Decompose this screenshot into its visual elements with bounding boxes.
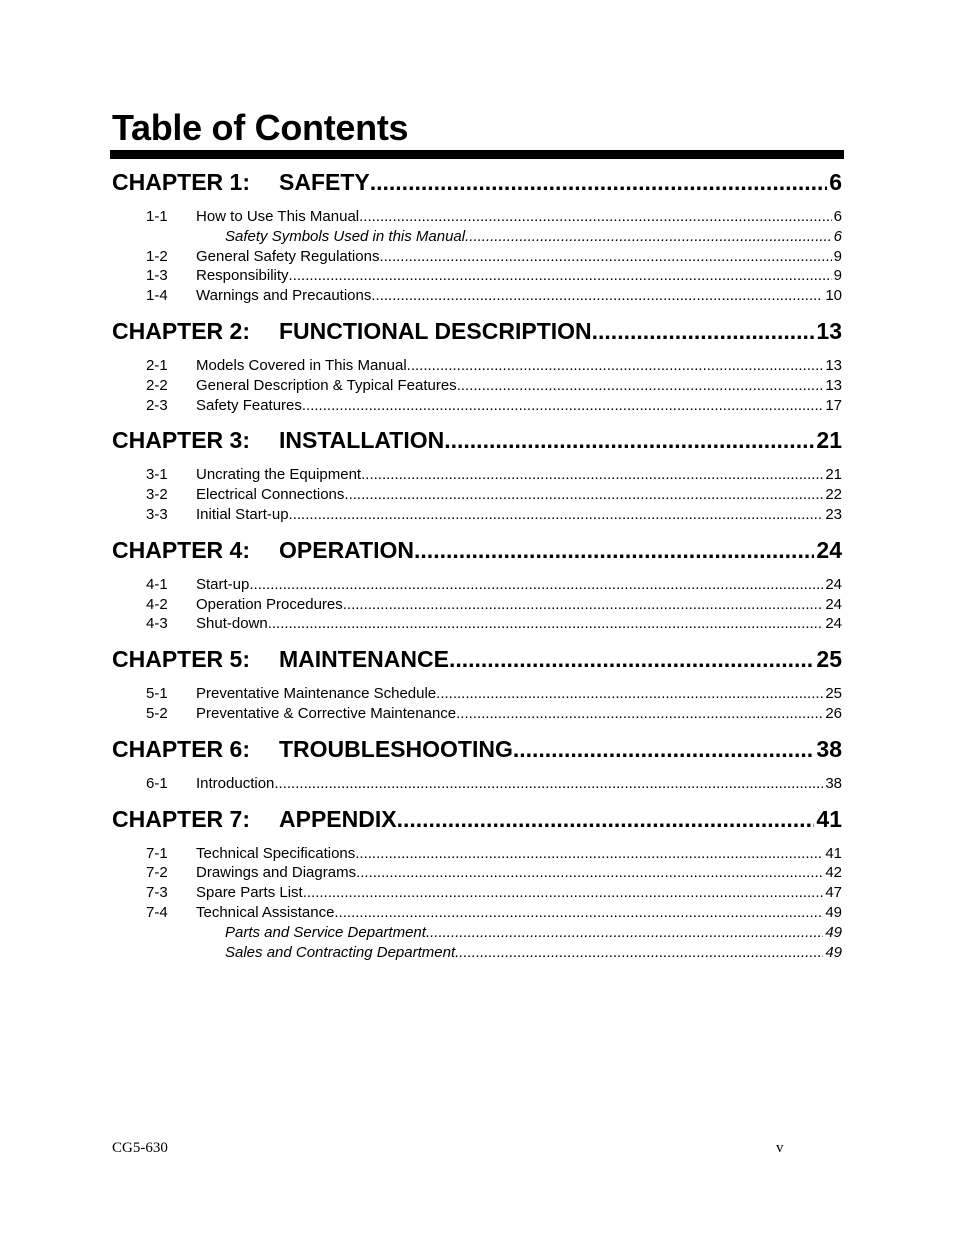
chapter-entries bbox=[112, 465, 842, 524]
entry-page-number: 13 bbox=[825, 356, 842, 374]
chapter-number: CHAPTER 6: bbox=[112, 735, 251, 762]
toc-entry-link[interactable] bbox=[112, 614, 842, 634]
entry-number: 1-4 bbox=[146, 287, 168, 305]
toc-entry-link[interactable] bbox=[112, 286, 842, 306]
chapter-heading-link[interactable] bbox=[112, 803, 842, 835]
dot-leader bbox=[334, 903, 823, 923]
dot-leader bbox=[355, 844, 823, 864]
subentry-title: Sales and Contracting Department bbox=[225, 943, 456, 961]
chapter-number: CHAPTER 7: bbox=[112, 805, 251, 832]
entry-number: 4-3 bbox=[146, 615, 168, 633]
toc-chapter bbox=[112, 643, 842, 724]
entry-number: 3-3 bbox=[146, 505, 168, 523]
subentry-title: Safety Symbols Used in this Manual bbox=[225, 227, 466, 245]
entry-page-number: 17 bbox=[825, 396, 842, 414]
entry-title: Shut-down bbox=[196, 615, 268, 633]
chapter-title: SAFETY bbox=[279, 169, 370, 195]
entry-number: 2-1 bbox=[146, 356, 168, 374]
toc-entry-link[interactable] bbox=[112, 575, 842, 595]
toc-entry-link[interactable] bbox=[112, 844, 842, 864]
entry-title: Responsibility bbox=[196, 267, 289, 285]
chapter-heading-link[interactable] bbox=[112, 534, 842, 566]
chapter-heading-link[interactable] bbox=[112, 643, 842, 675]
entry-title: Technical Specifications bbox=[196, 844, 356, 862]
toc-entry-link[interactable] bbox=[112, 207, 842, 227]
chapter-heading-link[interactable] bbox=[112, 733, 842, 765]
chapter-page-number: 25 bbox=[816, 646, 842, 673]
toc-entry-link[interactable] bbox=[112, 774, 842, 794]
toc-entry-link[interactable] bbox=[112, 356, 842, 376]
entry-title: Operation Procedures bbox=[196, 595, 343, 613]
entry-title: Drawings and Diagrams bbox=[196, 864, 357, 882]
chapter-title: OPERATION bbox=[279, 536, 415, 563]
entry-page-number: 24 bbox=[825, 595, 842, 613]
toc-entry-link[interactable] bbox=[112, 684, 842, 704]
entry-number: 3-1 bbox=[146, 466, 168, 484]
entry-page-number: 10 bbox=[825, 287, 842, 305]
chapter-number: CHAPTER 2: bbox=[112, 317, 251, 344]
entry-page-number: 24 bbox=[825, 615, 842, 633]
dot-leader bbox=[465, 227, 832, 247]
entry-number: 1-2 bbox=[146, 247, 168, 265]
entry-title: How to Use This Manual bbox=[196, 208, 360, 225]
dot-leader bbox=[344, 485, 823, 505]
dot-leader bbox=[457, 376, 824, 396]
chapter-entries bbox=[112, 844, 842, 963]
chapter-page-number: 41 bbox=[816, 805, 842, 832]
chapter-heading-link[interactable] bbox=[112, 424, 842, 456]
entry-page-number: 9 bbox=[833, 247, 842, 265]
footer-page-number: v bbox=[776, 1140, 784, 1156]
dot-leader bbox=[359, 207, 832, 227]
entry-title: Start-up bbox=[196, 575, 250, 593]
chapter-page-number: 13 bbox=[816, 317, 842, 344]
chapter-page-number: 21 bbox=[816, 427, 842, 454]
entry-number: 4-2 bbox=[146, 595, 168, 613]
entry-title: Introduction bbox=[196, 774, 275, 792]
dot-leader bbox=[274, 774, 823, 794]
toc-chapter bbox=[112, 534, 842, 634]
dot-leader bbox=[426, 923, 823, 943]
dot-leader bbox=[455, 943, 823, 963]
subentry-page-number: 49 bbox=[825, 943, 842, 961]
dot-leader bbox=[289, 266, 832, 286]
chapter-title: MAINTENANCE bbox=[279, 646, 449, 673]
toc-subentry-link[interactable] bbox=[112, 943, 842, 963]
dot-leader bbox=[343, 595, 824, 615]
dot-leader bbox=[289, 505, 824, 525]
entry-title: Technical Assistance bbox=[196, 903, 335, 921]
entry-page-number: 47 bbox=[825, 884, 842, 902]
entry-page-number: 42 bbox=[825, 864, 842, 882]
entry-page-number: 21 bbox=[825, 466, 842, 484]
dot-leader bbox=[268, 614, 824, 634]
chapter-entries bbox=[112, 356, 842, 415]
entry-page-number: 9 bbox=[833, 267, 842, 285]
entry-number: 7-1 bbox=[146, 844, 168, 862]
entry-title: Spare Parts List bbox=[196, 884, 303, 902]
chapter-title: APPENDIX bbox=[279, 805, 397, 832]
chapter-entries bbox=[112, 207, 842, 306]
dot-leader bbox=[249, 575, 823, 595]
entry-title: Electrical Connections bbox=[196, 486, 345, 504]
entry-title: General Safety Regulations bbox=[196, 247, 380, 265]
entry-number: 2-2 bbox=[146, 376, 168, 394]
chapter-number: CHAPTER 5: bbox=[112, 646, 251, 673]
entry-number: 3-2 bbox=[146, 486, 168, 504]
dot-leader bbox=[361, 465, 823, 485]
toc-entry-link[interactable] bbox=[112, 266, 842, 286]
toc-entry-link[interactable] bbox=[112, 704, 842, 724]
entry-number: 6-1 bbox=[146, 774, 168, 792]
entry-number: 5-2 bbox=[146, 704, 168, 722]
entry-page-number: 22 bbox=[825, 486, 842, 504]
entry-number: 1-3 bbox=[146, 267, 168, 285]
dot-leader bbox=[456, 704, 823, 724]
title-rule bbox=[110, 150, 844, 159]
dot-leader bbox=[370, 166, 827, 198]
entry-title: General Description & Typical Features bbox=[196, 376, 457, 394]
toc-chapter bbox=[112, 733, 842, 794]
entry-number: 5-1 bbox=[146, 685, 168, 703]
entry-number: 7-2 bbox=[146, 864, 168, 882]
chapter-page-number: 38 bbox=[816, 735, 842, 762]
chapter-number: CHAPTER 3: bbox=[112, 427, 251, 454]
toc-subentry-link[interactable] bbox=[112, 923, 842, 943]
entry-title: Preventative & Corrective Maintenance bbox=[196, 704, 457, 722]
entry-page-number: 6 bbox=[833, 208, 842, 225]
toc-entry-link[interactable] bbox=[112, 465, 842, 485]
dot-leader bbox=[444, 424, 814, 456]
toc-entry-link[interactable] bbox=[112, 505, 842, 525]
toc-entry-link[interactable] bbox=[112, 863, 842, 883]
entry-title: Safety Features bbox=[196, 396, 302, 414]
entry-number: 1-1 bbox=[146, 208, 168, 225]
entry-number: 7-3 bbox=[146, 884, 168, 902]
dot-leader bbox=[449, 643, 814, 675]
subentry-title: Parts and Service Department bbox=[225, 923, 426, 941]
entry-page-number: 24 bbox=[825, 575, 842, 593]
table-of-contents bbox=[112, 166, 842, 971]
dot-leader bbox=[436, 684, 823, 704]
chapter-title: INSTALLATION bbox=[279, 427, 445, 454]
toc-chapter bbox=[112, 424, 842, 524]
entry-number: 2-3 bbox=[146, 396, 168, 414]
dot-leader bbox=[356, 863, 823, 883]
entry-page-number: 38 bbox=[825, 774, 842, 792]
entry-title: Models Covered in This Manual bbox=[196, 356, 407, 374]
toc-entry-link[interactable] bbox=[112, 376, 842, 396]
dot-leader bbox=[397, 803, 815, 835]
dot-leader bbox=[592, 315, 815, 347]
chapter-number: CHAPTER 1: bbox=[112, 169, 251, 195]
toc-chapter bbox=[112, 803, 842, 963]
entry-page-number: 25 bbox=[825, 685, 842, 703]
chapter-entries bbox=[112, 575, 842, 634]
toc-subentry-link[interactable] bbox=[112, 227, 842, 247]
entry-page-number: 26 bbox=[825, 704, 842, 722]
entry-title: Uncrating the Equipment bbox=[196, 466, 362, 484]
entry-page-number: 23 bbox=[825, 505, 842, 523]
chapter-page-number: 6 bbox=[829, 169, 842, 195]
dot-leader bbox=[407, 356, 824, 376]
entry-number: 7-4 bbox=[146, 903, 168, 921]
toc-entry-link[interactable] bbox=[112, 883, 842, 903]
dot-leader bbox=[379, 247, 831, 267]
entry-page-number: 13 bbox=[825, 376, 842, 394]
toc-entry-link[interactable] bbox=[112, 247, 842, 267]
dot-leader bbox=[371, 286, 823, 306]
toc-entry-link[interactable] bbox=[112, 595, 842, 615]
subentry-page-number: 49 bbox=[825, 923, 842, 941]
chapter-title: FUNCTIONAL DESCRIPTION bbox=[279, 317, 592, 344]
subentry-page-number: 6 bbox=[833, 227, 842, 245]
dot-leader bbox=[302, 396, 823, 416]
dot-leader bbox=[303, 883, 824, 903]
footer-doc-id: CG5-630 bbox=[112, 1140, 168, 1156]
entry-title: Warnings and Precautions bbox=[196, 287, 372, 305]
entry-page-number: 49 bbox=[825, 903, 842, 921]
chapter-title: TROUBLESHOOTING bbox=[279, 735, 513, 762]
toc-entry-link[interactable] bbox=[112, 485, 842, 505]
dot-leader bbox=[414, 534, 814, 566]
entry-title: Preventative Maintenance Schedule bbox=[196, 685, 437, 703]
chapter-heading-link[interactable] bbox=[112, 166, 842, 198]
toc-chapter bbox=[112, 166, 842, 306]
chapter-heading-link[interactable] bbox=[112, 315, 842, 347]
chapter-page-number: 24 bbox=[816, 536, 842, 563]
toc-entry-link[interactable] bbox=[112, 903, 842, 923]
dot-leader bbox=[513, 733, 815, 765]
entry-number: 4-1 bbox=[146, 575, 168, 593]
chapter-entries bbox=[112, 774, 842, 794]
toc-chapter bbox=[112, 315, 842, 415]
chapter-entries bbox=[112, 684, 842, 724]
chapter-number: CHAPTER 4: bbox=[112, 536, 251, 563]
entry-page-number: 41 bbox=[825, 844, 842, 862]
toc-entry-link[interactable] bbox=[112, 396, 842, 416]
entry-title: Initial Start-up bbox=[196, 505, 289, 523]
page-title: Table of Contents bbox=[112, 107, 409, 148]
